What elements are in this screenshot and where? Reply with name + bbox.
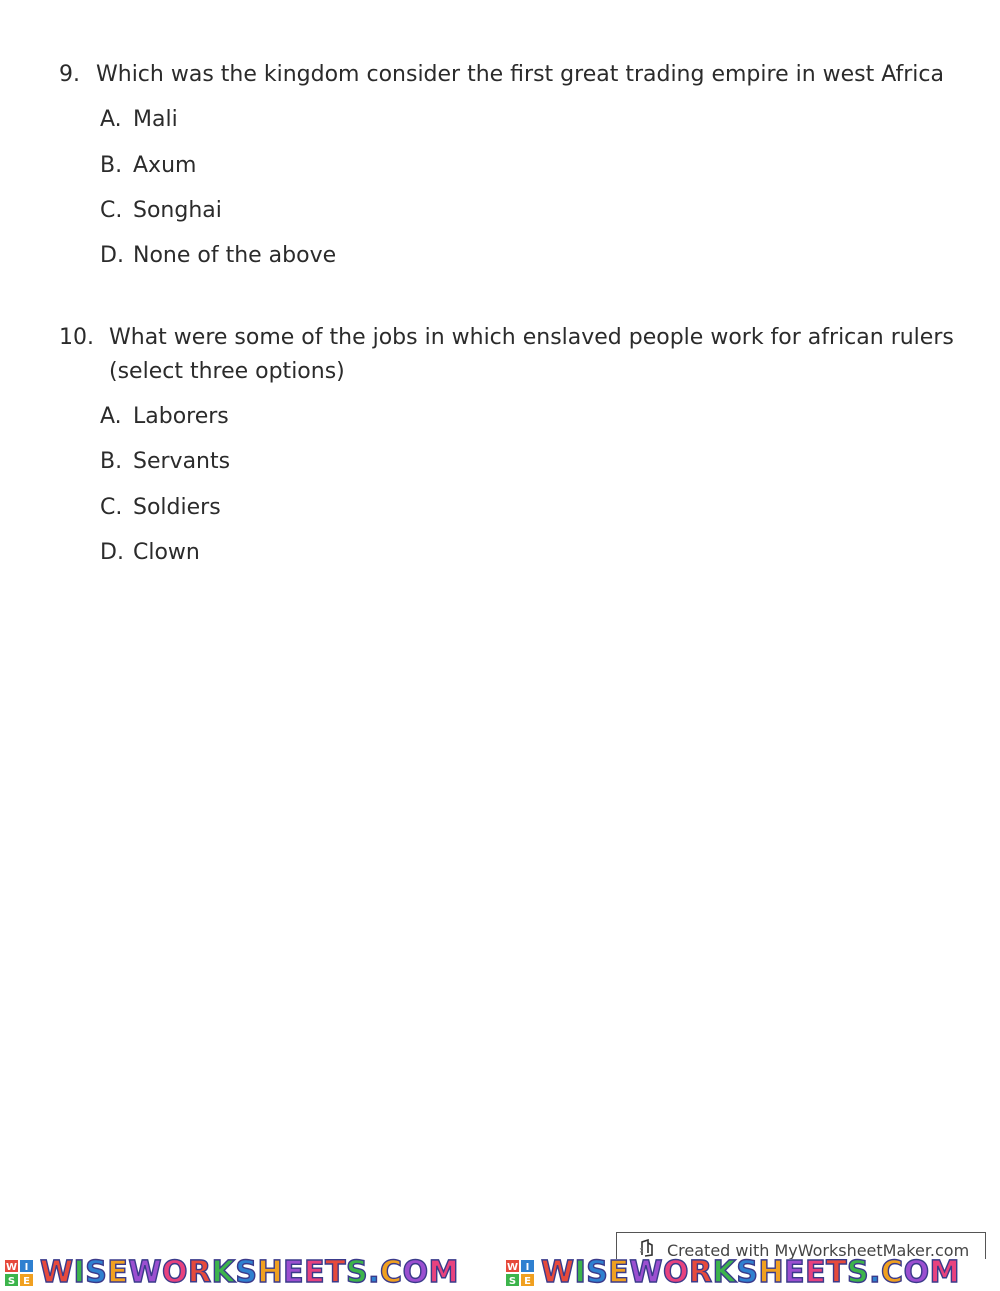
option-letter: A. bbox=[100, 404, 122, 429]
watermark-text: WISEWORKSHEETS.COM bbox=[541, 1255, 960, 1290]
logo-letter: I bbox=[525, 1262, 530, 1273]
logo-letter: S bbox=[508, 1276, 517, 1287]
wise-blocks-logo bbox=[4, 1259, 34, 1287]
logo-letter: I bbox=[24, 1262, 29, 1273]
logo-letter: W bbox=[506, 1262, 519, 1273]
wise-blocks-logo bbox=[505, 1259, 535, 1287]
logo-letter: E bbox=[23, 1276, 30, 1287]
question-text: What were some of the jobs in which enslaved people work for african rulers bbox=[109, 325, 954, 350]
option-letter: C. bbox=[100, 198, 123, 223]
option-text: Axum bbox=[133, 153, 197, 178]
option-letter: B. bbox=[100, 449, 123, 474]
credit-text: Created with MyWorksheetMaker.com bbox=[667, 1241, 970, 1259]
option-letter: B. bbox=[100, 153, 123, 178]
question-number: 10. bbox=[59, 325, 94, 350]
question-number: 9. bbox=[59, 62, 80, 87]
option-text: Clown bbox=[133, 540, 200, 565]
option-text: Songhai bbox=[133, 198, 222, 223]
option-text: Laborers bbox=[133, 404, 229, 429]
option-text: Soldiers bbox=[133, 495, 221, 520]
question-text-continued: (select three options) bbox=[109, 359, 345, 384]
option-letter: C. bbox=[100, 495, 123, 520]
option-text: Mali bbox=[133, 107, 178, 132]
logo-letter: W bbox=[5, 1262, 18, 1273]
option-text: Servants bbox=[133, 449, 231, 474]
logo-letter: E bbox=[524, 1276, 531, 1287]
option-letter: D. bbox=[100, 540, 124, 565]
option-letter: A. bbox=[100, 107, 122, 132]
question-text: Which was the kingdom consider the first great trading empire in west Africa bbox=[96, 62, 944, 87]
watermark-band bbox=[0, 1255, 1000, 1291]
logo-letter: S bbox=[7, 1276, 16, 1287]
option-text: None of the above bbox=[133, 243, 337, 268]
watermark-text: WISEWORKSHEETS.COM bbox=[40, 1255, 459, 1290]
option-letter: D. bbox=[100, 243, 124, 268]
